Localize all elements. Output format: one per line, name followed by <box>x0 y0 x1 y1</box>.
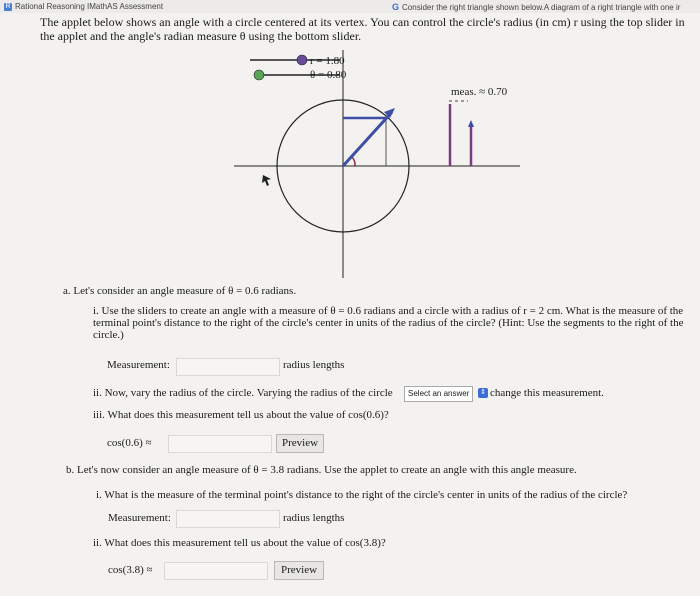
part-a-unit: radius lengths <box>283 359 345 371</box>
part-b-cos-label: cos(3.8) ≈ <box>108 564 153 576</box>
g-favicon-icon: G <box>392 2 400 12</box>
part-b-preview-button[interactable]: Preview <box>274 561 324 580</box>
part-b-measurement-input[interactable] <box>176 510 280 528</box>
angle-applet[interactable] <box>0 0 700 290</box>
part-b-measurement-label: Measurement: <box>108 512 171 524</box>
part-a-measurement-label: Measurement: <box>107 359 170 371</box>
radius-label: r = 1.80 <box>310 55 345 67</box>
theta-slider-handle <box>254 70 264 80</box>
terminal-ray <box>343 112 392 166</box>
tab-label: Consider the right triangle shown below.A diagram of a right triangle with one ir <box>402 2 681 12</box>
terminal-arrowhead <box>384 108 395 118</box>
part-b-cos-input[interactable] <box>164 562 268 580</box>
measure-arrowhead <box>468 120 474 127</box>
dropdown-icon[interactable]: ⇕ <box>478 388 488 398</box>
part-a-measurement-input[interactable] <box>176 358 280 376</box>
radius-slider-handle <box>297 55 307 65</box>
part-b-ii-text: ii. What does this measurement tell us about the value of cos(3.8)? <box>93 537 386 549</box>
part-a-iii-text: iii. What does this measurement tell us about the value of cos(0.6)? <box>93 409 389 421</box>
applet-intro: The applet below shows an angle with a circle centered at its vertex. You can control the circle's radius (in cm) r using the top slider in the applet and the angle's radian measure θ using the bottom slider. <box>40 15 685 43</box>
theta-label: θ = 0.80 <box>310 69 347 81</box>
part-a-cos-label: cos(0.6) ≈ <box>107 437 152 449</box>
answer-select[interactable]: Select an answer <box>404 386 473 402</box>
part-a-preview-button[interactable]: Preview <box>276 434 324 453</box>
angle-arc <box>352 157 355 166</box>
part-a-ii-suffix: change this measurement. <box>490 387 604 399</box>
measure-label: meas. ≈ 0.70 <box>451 86 508 98</box>
cursor-icon <box>262 175 271 186</box>
part-a-ii-prefix: ii. Now, vary the radius of the circle. Varying the radius of the circle <box>93 387 393 399</box>
tab-label: Rational Reasoning IMathAS Assessment <box>15 2 164 11</box>
part-b-heading: b. Let's now consider an angle measure of θ = 3.8 radians. Use the applet to create an angle with this angle measure. <box>66 464 577 476</box>
part-a-heading: a. Let's consider an angle measure of θ = 0.6 radians. <box>63 285 297 297</box>
part-b-i-text: i. What is the measure of the terminal point's distance to the right of the circle's center in units of the radius of the circle? <box>96 489 628 501</box>
r-favicon-icon: R <box>5 2 11 10</box>
part-b-unit: radius lengths <box>283 512 345 524</box>
part-a-i-text: i. Use the sliders to create an angle with a measure of θ = 0.6 radians and a circle with a radius of r = 2 cm. What is the measure of the terminal point's distance to the right of the circle's center in units of the radius of the circle? (Hint: Use the segments to the right of the circle.) <box>93 305 684 341</box>
part-a-cos-input[interactable] <box>168 435 272 453</box>
